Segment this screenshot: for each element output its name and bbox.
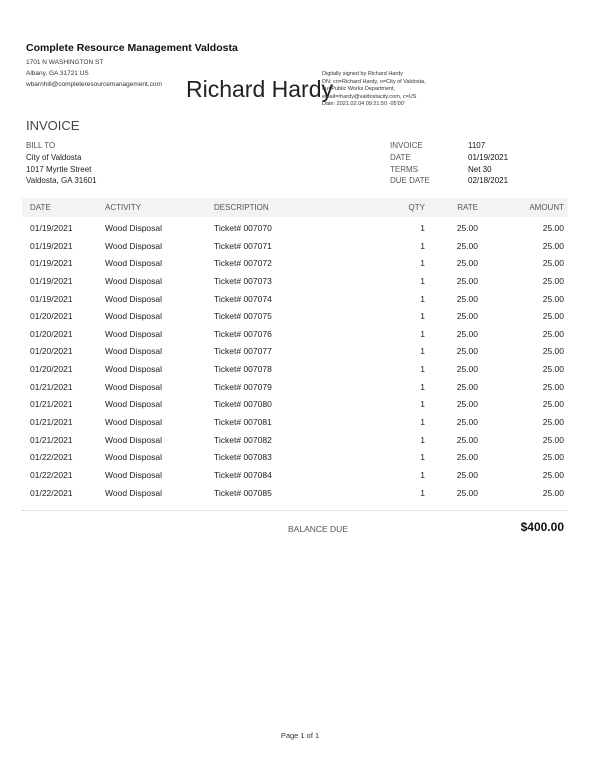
signature-details <box>322 71 426 109</box>
cell-qty: 1 <box>420 258 425 269</box>
meta-row <box>390 140 508 152</box>
cell-activity: Wood Disposal <box>105 469 163 480</box>
cell-description: Ticket# 007082 <box>214 434 272 445</box>
cell-qty: 1 <box>420 240 425 251</box>
cell-qty: 1 <box>420 328 425 339</box>
cell-description: Ticket# 007074 <box>214 293 272 304</box>
cell-rate: 25.00 <box>456 469 478 480</box>
table-row <box>22 379 568 397</box>
table-row <box>22 449 568 467</box>
bill-to-line: 1017 Myrtle Street <box>26 164 92 174</box>
cell-date: 01/19/2021 <box>30 240 73 251</box>
cell-activity: Wood Disposal <box>105 381 163 392</box>
cell-amount: 25.00 <box>542 258 564 269</box>
cell-date: 01/21/2021 <box>30 417 73 428</box>
table-row <box>22 361 568 379</box>
signature-detail-line: Digitally signed by Richard Hardy <box>322 71 404 77</box>
cell-description: Ticket# 007070 <box>214 223 272 233</box>
cell-rate: 25.00 <box>456 258 478 269</box>
cell-rate: 25.00 <box>456 381 478 392</box>
table-row <box>22 432 568 450</box>
header-activity: ACTIVITY <box>105 203 142 212</box>
cell-amount: 25.00 <box>542 417 564 428</box>
cell-rate: 25.00 <box>456 328 478 339</box>
cell-activity: Wood Disposal <box>105 258 163 269</box>
header-date: DATE <box>30 203 51 212</box>
cell-rate: 25.00 <box>456 293 478 304</box>
cell-activity: Wood Disposal <box>105 364 163 375</box>
cell-amount: 25.00 <box>542 364 564 375</box>
cell-description: Ticket# 007077 <box>214 346 272 357</box>
bill-to <box>26 140 97 187</box>
cell-amount: 25.00 <box>542 346 564 357</box>
header-qty: QTY <box>408 203 425 212</box>
cell-description: Ticket# 007071 <box>214 240 272 251</box>
cell-activity: Wood Disposal <box>105 275 163 286</box>
meta-value: 01/19/2021 <box>468 152 509 162</box>
cell-amount: 25.00 <box>542 223 564 233</box>
invoice-meta <box>390 140 508 187</box>
meta-label: INVOICE <box>390 141 423 150</box>
header-description: DESCRIPTION <box>214 203 269 212</box>
signature-detail-line: Date: 2021.02.04 09:21:50 -05'00' <box>322 101 405 108</box>
cell-qty: 1 <box>420 223 425 233</box>
signature-detail-line: email=rhardy@valdostacity.com, c=US <box>322 93 417 100</box>
meta-value: Net 30 <box>468 164 492 174</box>
cell-activity: Wood Disposal <box>105 311 163 322</box>
cell-qty: 1 <box>420 364 425 375</box>
cell-amount: 25.00 <box>542 381 564 392</box>
table-row <box>22 326 568 344</box>
cell-amount: 25.00 <box>542 434 564 445</box>
cell-date: 01/20/2021 <box>30 364 73 375</box>
cell-rate: 25.00 <box>456 311 478 322</box>
cell-rate: 25.00 <box>456 223 478 233</box>
meta-label: TERMS <box>390 164 418 174</box>
cell-qty: 1 <box>420 275 425 286</box>
cell-description: Ticket# 007079 <box>214 381 272 392</box>
table-row <box>22 238 568 256</box>
cell-amount: 25.00 <box>542 328 564 339</box>
cell-date: 01/19/2021 <box>30 275 73 286</box>
meta-row <box>390 164 508 176</box>
meta-label: DATE <box>390 152 411 162</box>
cell-qty: 1 <box>420 469 425 480</box>
cell-date: 01/21/2021 <box>30 434 73 445</box>
cell-rate: 25.00 <box>456 417 478 428</box>
cell-activity: Wood Disposal <box>105 223 163 233</box>
company-address-2: Albany, GA 31721 US <box>26 70 89 77</box>
cell-qty: 1 <box>420 399 425 410</box>
meta-label: DUE DATE <box>390 176 430 186</box>
table-row <box>22 467 568 485</box>
cell-rate: 25.00 <box>456 487 478 498</box>
cell-description: Ticket# 007076 <box>214 328 272 339</box>
line-items <box>22 220 568 502</box>
table-row <box>22 343 568 361</box>
cell-date: 01/21/2021 <box>30 399 73 410</box>
cell-amount: 25.00 <box>542 293 564 304</box>
cell-rate: 25.00 <box>456 434 478 445</box>
cell-description: Ticket# 007075 <box>214 311 272 322</box>
bill-to-line: Valdosta, GA 31601 <box>26 176 97 186</box>
cell-description: Ticket# 007072 <box>214 258 272 269</box>
balance-due-label: BALANCE DUE <box>288 524 348 534</box>
cell-qty: 1 <box>420 381 425 392</box>
cell-amount: 25.00 <box>542 469 564 480</box>
cell-date: 01/19/2021 <box>30 258 73 269</box>
cell-date: 01/19/2021 <box>30 223 73 233</box>
company-name: Complete Resource Management Valdosta <box>26 42 238 54</box>
signature-name: Richard Hardy <box>186 76 333 102</box>
cell-amount: 25.00 <box>542 240 564 251</box>
signature-detail-line: ou=Public Works Department, <box>322 86 396 93</box>
page-number: Page 1 of 1 <box>280 731 320 740</box>
company-email: wbarnhill@completeresourcemanagement.com <box>26 81 162 88</box>
table-row <box>22 396 568 414</box>
meta-value: 02/18/2021 <box>468 176 509 186</box>
cell-date: 01/22/2021 <box>30 452 73 463</box>
cell-rate: 25.00 <box>456 364 478 375</box>
cell-description: Ticket# 007073 <box>214 275 272 286</box>
header-amount: AMOUNT <box>529 203 564 212</box>
table-row <box>22 414 568 432</box>
company-address-1: 1701 N WASHINGTON ST <box>26 59 104 66</box>
cell-rate: 25.00 <box>456 346 478 357</box>
cell-activity: Wood Disposal <box>105 399 163 410</box>
cell-date: 01/22/2021 <box>30 469 73 480</box>
bill-to-label: BILL TO <box>26 141 56 150</box>
cell-date: 01/22/2021 <box>30 487 73 498</box>
table-row <box>22 273 568 291</box>
table-row <box>22 308 568 326</box>
cell-description: Ticket# 007080 <box>214 399 272 410</box>
cell-amount: 25.00 <box>542 311 564 322</box>
cell-description: Ticket# 007085 <box>214 487 272 498</box>
cell-activity: Wood Disposal <box>105 328 163 339</box>
divider <box>22 510 568 511</box>
table-row <box>22 485 568 503</box>
cell-amount: 25.00 <box>542 399 564 410</box>
cell-description: Ticket# 007083 <box>214 452 272 463</box>
cell-date: 01/19/2021 <box>30 293 73 304</box>
table-row <box>22 220 568 238</box>
cell-qty: 1 <box>420 417 425 428</box>
cell-activity: Wood Disposal <box>105 417 163 428</box>
signature-detail-line: DN: cn=Richard Hardy, o=City of Valdosta, <box>322 78 426 85</box>
cell-activity: Wood Disposal <box>105 487 163 498</box>
cell-amount: 25.00 <box>542 275 564 286</box>
meta-value: 1107 <box>468 141 486 150</box>
header-rate: RATE <box>457 203 478 212</box>
cell-qty: 1 <box>420 434 425 445</box>
cell-date: 01/20/2021 <box>30 311 73 322</box>
cell-description: Ticket# 007078 <box>214 364 272 375</box>
cell-date: 01/20/2021 <box>30 328 73 339</box>
table-row <box>22 291 568 309</box>
cell-rate: 25.00 <box>456 275 478 286</box>
cell-date: 01/20/2021 <box>30 346 73 357</box>
cell-rate: 25.00 <box>456 452 478 463</box>
cell-description: Ticket# 007081 <box>214 417 272 428</box>
cell-activity: Wood Disposal <box>105 240 163 251</box>
cell-activity: Wood Disposal <box>105 293 163 304</box>
cell-qty: 1 <box>420 311 425 322</box>
cell-description: Ticket# 007084 <box>214 469 272 480</box>
cell-rate: 25.00 <box>456 399 478 410</box>
table-row <box>22 255 568 273</box>
invoice-title: INVOICE <box>26 118 80 133</box>
cell-amount: 25.00 <box>542 452 564 463</box>
balance-due-value: $400.00 <box>520 520 564 534</box>
meta-row <box>390 175 508 187</box>
cell-amount: 25.00 <box>542 487 564 498</box>
meta-row <box>390 152 508 164</box>
table-header <box>22 198 568 217</box>
cell-qty: 1 <box>420 346 425 357</box>
cell-date: 01/21/2021 <box>30 381 73 392</box>
cell-activity: Wood Disposal <box>105 434 163 445</box>
bill-to-line: City of Valdosta <box>26 152 82 162</box>
cell-qty: 1 <box>420 452 425 463</box>
cell-activity: Wood Disposal <box>105 346 163 357</box>
cell-qty: 1 <box>420 293 425 304</box>
cell-rate: 25.00 <box>456 240 478 251</box>
cell-qty: 1 <box>420 487 425 498</box>
cell-activity: Wood Disposal <box>105 452 163 463</box>
